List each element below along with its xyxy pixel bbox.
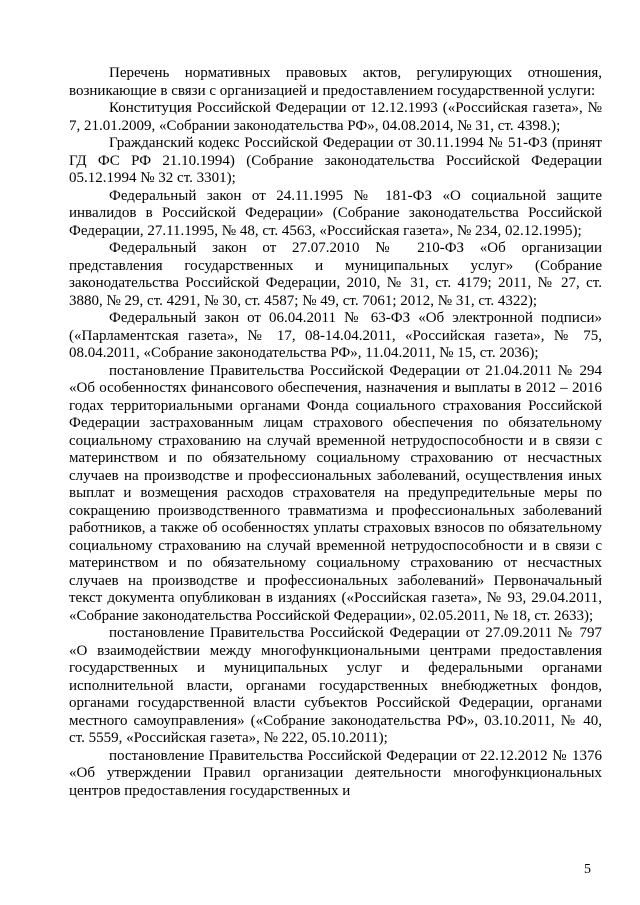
paragraph-law-210: Федеральный закон от 27.07.2010 № 210-ФЗ «Об организации представления государственных и муниципальных услуг» (Собрание законодательства Российской Федерации, 2010, № 31, ст. 4179; 2011, № 27, ст. 3880, № 29, ст. 4291, № 30, ст. 4587; № 49, ст. 7061; 2012, № 31, ст. 4322); [69, 240, 602, 309]
page-number: 5 [584, 862, 591, 877]
document-body [69, 65, 602, 800]
paragraph-resolution-294: постановление Правительства Российской Федерации от 21.04.2011 № 294 «Об особенностях финансового обеспечения, назначения и выплаты в 2012 – 2016 годах территориальными органами Фонда социального страхования Российской Федерации застрахованным лицам страхового обеспечения по обязательному социальному страхованию на случай временной нетрудоспособности и в связи с материнством и по обязательному социальному страхованию от несчастных случаев на производстве и профессиональных заболеваний, осуществления иных выплат и возмещения расходов страхователя на предупредительные меры по сокращению производственного травматизма и профессиональных заболеваний работников, а также об особенностях уплаты страховых взносов по обязательному социальному страхованию на случай временной нетрудоспособности и в связи с материнством и по обязательному социальному страхованию от несчастных случаев на производстве и профессиональных заболеваний» Первоначальный текст документа опубликован в изданиях («Российская газета», № 93, 29.04.2011, «Собрание законодательства Российской Федерации», 02.05.2011, № 18, ст. 2633); [69, 362, 602, 624]
paragraph-constitution: Конституция Российской Федерации от 12.12.1993 («Российская газета», № 7, 21.01.2009, «Собрании законодательства РФ», 04.08.2014, № 31, ст. 4398.); [69, 100, 602, 134]
paragraph-resolution-797: постановление Правительства Российской Федерации от 27.09.2011 № 797 «О взаимодействии между многофункциональными центрами предоставления государственных и муниципальных услуг и федеральными органами исполнительной власти, органами государственных внебюджетных фондов, органами государственной власти субъектов Российской Федерации, органами местного самоуправления» («Собрание законодательства РФ», 03.10.2011, № 40, ст. 5559, «Российская газета», № 222, 05.10.2011); [69, 625, 602, 746]
paragraph-intro: Перечень нормативных правовых актов, регулирующих отношения, возникающие в связи с организацией и предоставлением государственной услуги: [69, 65, 602, 99]
paragraph-civil-code: Гражданский кодекс Российской Федерации от 30.11.1994 № 51-ФЗ (принят ГД ФС РФ 21.10.1994) (Собрание законодательства Российской Федерации 05.12.1994 № 32 ст. 3301); [69, 135, 602, 186]
paragraph-law-181: Федеральный закон от 24.11.1995 № 181-ФЗ «О социальной защите инвалидов в Российской Федерации» (Собрание законодательства Российской Федерации, 27.11.1995, № 48, ст. 4563, «Российская газета», № 234, 02.12.1995); [69, 187, 602, 239]
paragraph-resolution-1376: постановление Правительства Российской Федерации от 22.12.2012 № 1376 «Об утверждении Правил организации деятельности многофункциональных центров предоставления государственных и [69, 747, 602, 799]
paragraph-law-63: Федеральный закон от 06.04.2011 № 63-ФЗ «Об электронной подписи» («Парламентская газета», № 17, 08-14.04.2011, «Российская газета», № 75, 08.04.2011, «Собрание законодательства РФ», 11.04.2011, № 15, ст. 2036); [69, 310, 602, 361]
